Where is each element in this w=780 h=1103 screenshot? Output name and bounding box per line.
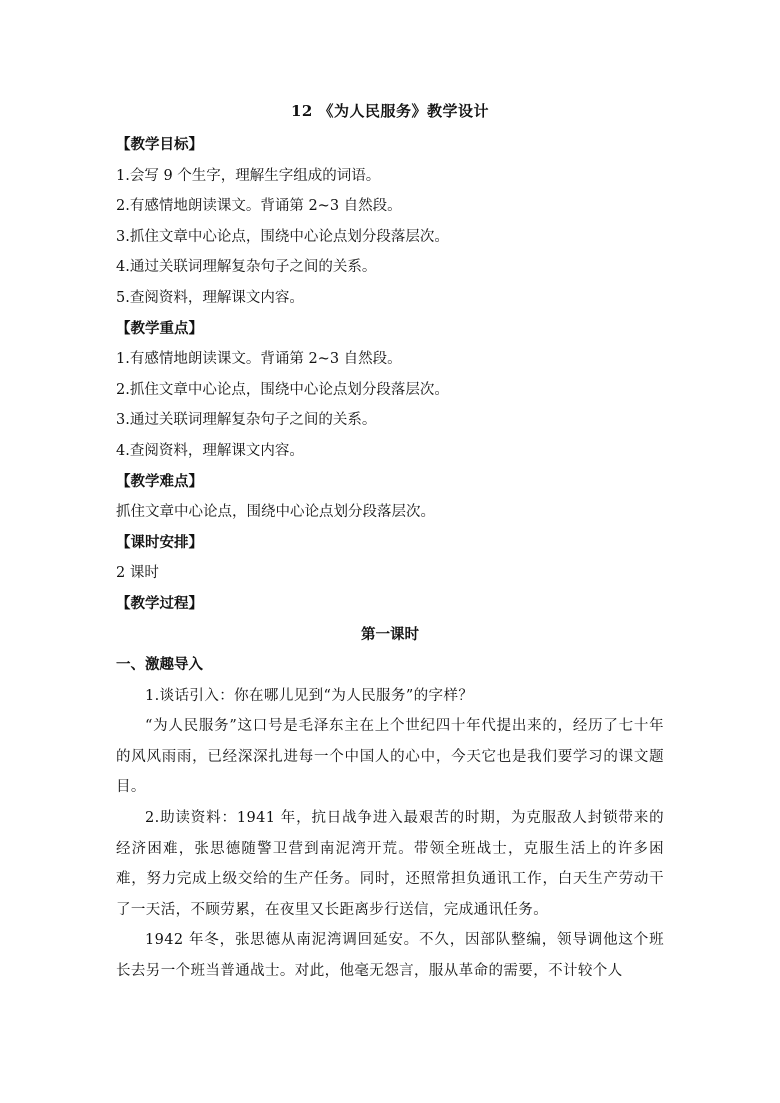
- document-body: [116, 130, 664, 987]
- key-points-heading: 【教学重点】: [116, 320, 203, 337]
- difficulty-heading: 【教学难点】: [116, 473, 203, 490]
- key-point-item: 4.查阅资料，理解课文内容。: [116, 442, 304, 459]
- goal-item: 4.通过关联词理解复杂句子之间的关系。: [116, 259, 377, 276]
- schedule-heading: 【课时安排】: [116, 534, 203, 551]
- document-title: 12 《为人民服务》教学设计: [290, 102, 490, 120]
- key-point-item: 3.通过关联词理解复杂句子之间的关系。: [116, 412, 377, 429]
- part1-heading: 一、激趣导入: [116, 657, 203, 674]
- key-point-item: 1.有感情地朗读课文。背诵第 2~3 自然段。: [116, 351, 402, 368]
- goal-item: 5.查阅资料，理解课文内容。: [116, 289, 304, 306]
- goal-item: 2.有感情地朗读课文。背诵第 2~3 自然段。: [116, 198, 402, 215]
- paragraph: 1.谈话引入：你在哪儿见到“为人民服务”的字样？: [145, 687, 474, 704]
- process-heading: 【教学过程】: [116, 595, 203, 612]
- goals-heading: 【教学目标】: [116, 137, 203, 153]
- paragraph: “为人民服务”这口号是毛泽东主在上个世纪四十年代提出来的，经历了七十年的风风雨雨，已经深深扎进每一个中国人的心中，今天它也是我们要学习的课文题目。: [116, 718, 664, 796]
- key-point-item: 2.抓住文章中心论点，围绕中心论点划分段落层次。: [116, 381, 449, 398]
- paragraph: 1942 年冬，张思德从南泥湾调回延安。不久，因部队整编，领导调他这个班长去另一个班当普通战士。对此，他毫无怨言，服从革命的需要，不计较个人: [116, 932, 664, 980]
- goal-item: 3.抓住文章中心论点，围绕中心论点划分段落层次。: [116, 228, 449, 245]
- difficulty-text: 抓住文章中心论点，围绕中心论点划分段落层次。: [116, 504, 435, 521]
- paragraph: 2.助读资料：1941 年，抗日战争进入最艰苦的时期，为克服敌人封锁带来的经济困难，张思德随警卫营到南泥湾开荒。带领全班战士，克服生活上的许多困难，努力完成上级交给的生产任务。同时，还照常担负通讯工作，白天生产劳动干了一天活，不顾劳累，在夜里又长距离步行送信，完成通讯任务。: [116, 810, 664, 918]
- lesson-title: 第一课时: [361, 626, 419, 643]
- goal-item: 1.会写 9 个生字，理解生字组成的词语。: [116, 167, 381, 184]
- schedule-text: 2 课时: [116, 565, 159, 582]
